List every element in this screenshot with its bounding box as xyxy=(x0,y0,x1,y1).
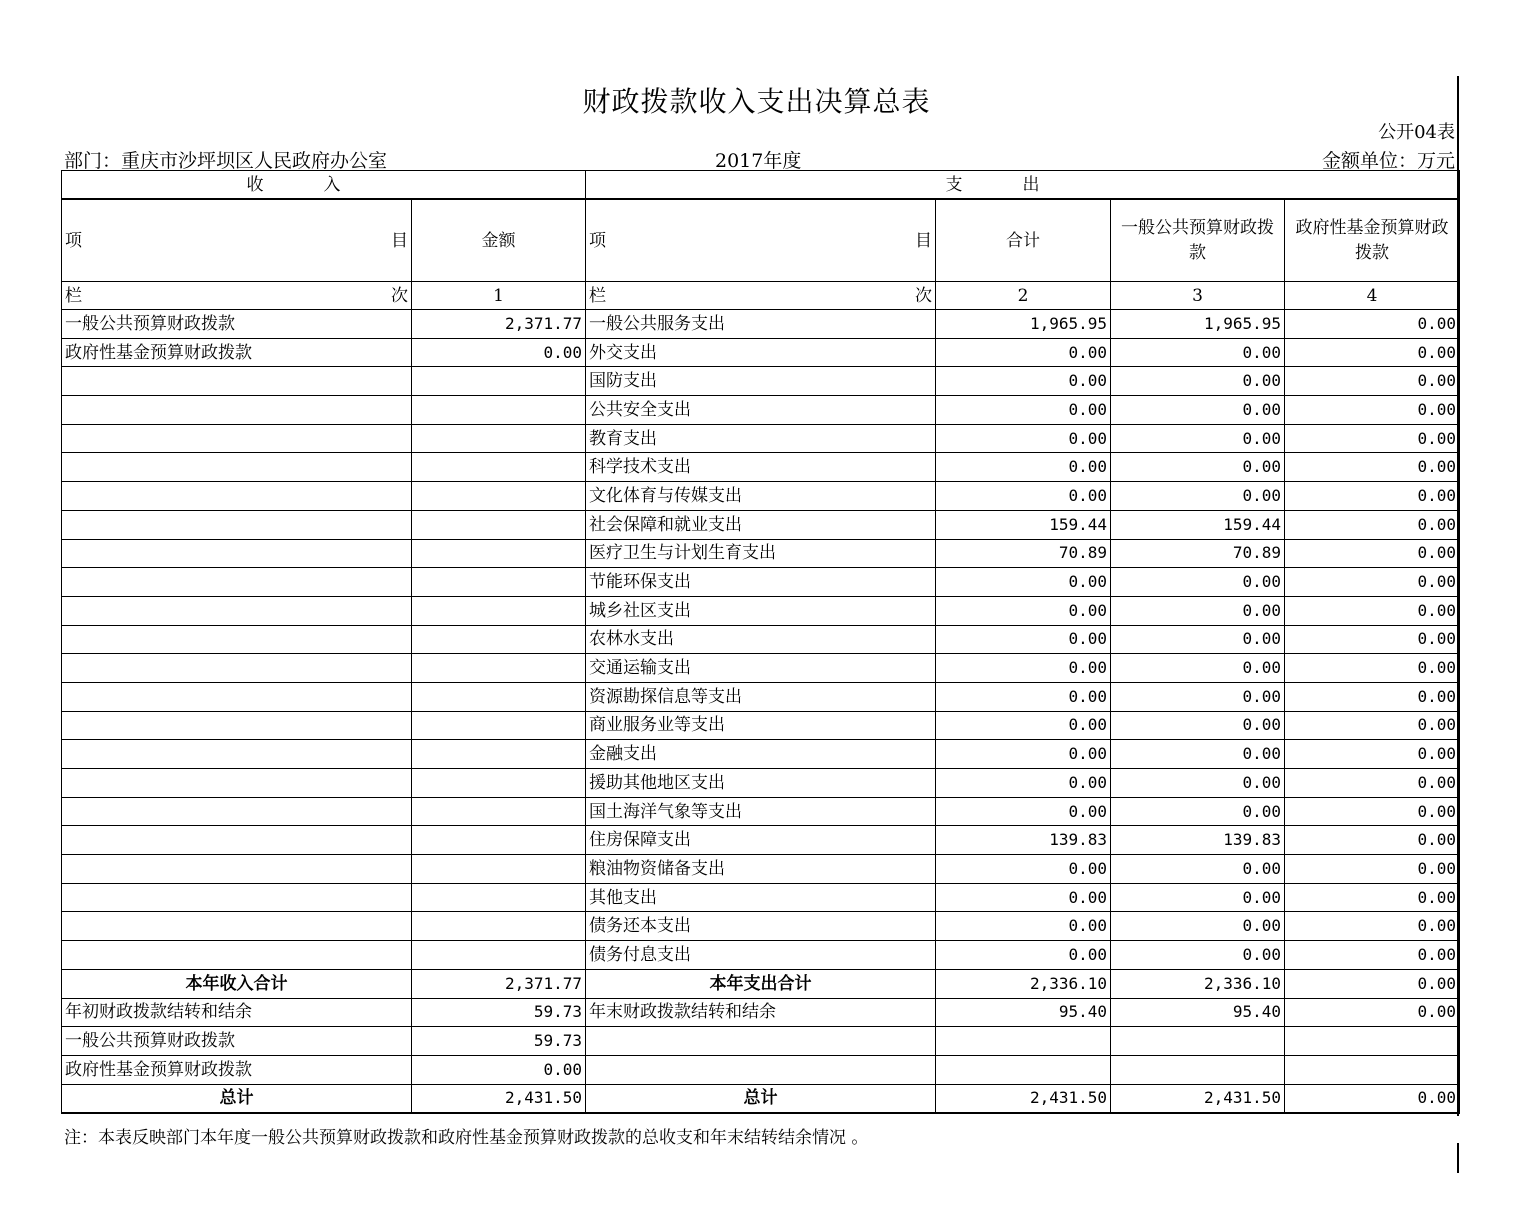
carry-in-fund-row xyxy=(62,1055,1460,1084)
carry-in-fund-label: 政府性基金预算财政拨款 xyxy=(62,1055,412,1084)
year-income-total-amount: 2,371.77 xyxy=(412,969,586,998)
empty-cell xyxy=(586,1027,936,1056)
income-amount-cell xyxy=(412,912,586,941)
expense-total-cell: 0.00 xyxy=(936,424,1111,453)
expense-general-cell: 0.00 xyxy=(1111,568,1285,597)
carry-out-label: 年末财政拨款结转和结余 xyxy=(586,998,936,1027)
table-row xyxy=(62,912,1460,941)
grand-total-general: 2,431.50 xyxy=(1111,1084,1285,1113)
expense-general-cell: 0.00 xyxy=(1111,654,1285,683)
expense-item-cell: 城乡社区支出 xyxy=(586,596,936,625)
table-row xyxy=(62,883,1460,912)
table-row xyxy=(62,855,1460,884)
expense-total-cell: 0.00 xyxy=(936,941,1111,970)
income-item-cell xyxy=(62,453,412,482)
expense-total-cell: 0.00 xyxy=(936,482,1111,511)
income-item-cell xyxy=(62,539,412,568)
expense-item-cell: 节能环保支出 xyxy=(586,568,936,597)
table-row xyxy=(62,568,1460,597)
expense-item-cell: 金融支出 xyxy=(586,740,936,769)
page-title: 财政拨款收入支出决算总表 xyxy=(582,85,931,118)
department-label: 部门：重庆市沙坪坝区人民政府办公室 xyxy=(64,150,388,172)
expense-fund-cell: 0.00 xyxy=(1285,310,1460,339)
income-item-cell: 一般公共预算财政拨款 xyxy=(62,310,412,339)
empty-cell xyxy=(936,1055,1111,1084)
income-item-cell xyxy=(62,740,412,769)
year-total-row xyxy=(62,969,1460,998)
expense-fund-cell: 0.00 xyxy=(1285,338,1460,367)
column-index-row: 栏 次 1 栏 次 2 3 4 xyxy=(62,282,1460,310)
expense-fund-cell: 0.00 xyxy=(1285,912,1460,941)
table-row xyxy=(62,941,1460,970)
expense-item-cell: 国防支出 xyxy=(586,367,936,396)
table-row xyxy=(62,654,1460,683)
income-item-cell xyxy=(62,510,412,539)
income-amount-cell xyxy=(412,883,586,912)
empty-cell xyxy=(586,1055,936,1084)
grand-total-expense-label: 总计 xyxy=(586,1084,936,1113)
carry-in-fund-amount: 0.00 xyxy=(412,1055,586,1084)
expense-fund-cell: 0.00 xyxy=(1285,367,1460,396)
expense-general-cell: 0.00 xyxy=(1111,912,1285,941)
expense-fund-cell: 0.00 xyxy=(1285,654,1460,683)
table-row xyxy=(62,711,1460,740)
table-row xyxy=(62,482,1460,511)
income-amount-cell xyxy=(412,482,586,511)
expense-general-cell: 0.00 xyxy=(1111,855,1285,884)
table-row xyxy=(62,740,1460,769)
expense-item-cell: 资源勘探信息等支出 xyxy=(586,682,936,711)
expense-general-cell: 0.00 xyxy=(1111,711,1285,740)
income-amount-cell xyxy=(412,568,586,597)
income-amount-cell: 2,371.77 xyxy=(412,310,586,339)
expense-general-cell: 0.00 xyxy=(1111,482,1285,511)
expense-item-header: 项 目 xyxy=(586,199,936,282)
amount-unit-label: 金额单位：万元 xyxy=(1321,150,1455,172)
expense-item-cell: 其他支出 xyxy=(586,883,936,912)
table-row xyxy=(62,453,1460,482)
expense-fund-cell: 0.00 xyxy=(1285,453,1460,482)
empty-cell xyxy=(936,1027,1111,1056)
income-item-cell xyxy=(62,912,412,941)
income-amount-cell xyxy=(412,711,586,740)
table-row xyxy=(62,826,1460,855)
expense-item-cell: 债务还本支出 xyxy=(586,912,936,941)
grand-total-income-amount: 2,431.50 xyxy=(412,1084,586,1113)
table-row xyxy=(62,367,1460,396)
grand-total-income-label: 总计 xyxy=(62,1084,412,1113)
expense-total-cell: 0.00 xyxy=(936,625,1111,654)
income-amount-cell xyxy=(412,682,586,711)
income-amount-cell xyxy=(412,396,586,425)
expense-item-cell: 公共安全支出 xyxy=(586,396,936,425)
expense-total-cell: 1,965.95 xyxy=(936,310,1111,339)
expense-total-cell: 0.00 xyxy=(936,769,1111,798)
general-budget-header: 一般公共预算财政拨款 xyxy=(1111,199,1285,282)
column-header-row xyxy=(62,199,1460,282)
empty-cell xyxy=(1111,1027,1285,1056)
final-accounts-table xyxy=(61,170,1460,1114)
expense-total-cell: 0.00 xyxy=(936,596,1111,625)
expense-item-cell: 教育支出 xyxy=(586,424,936,453)
expense-fund-cell: 0.00 xyxy=(1285,482,1460,511)
table-row xyxy=(62,510,1460,539)
expense-item-cell: 社会保障和就业支出 xyxy=(586,510,936,539)
table-row xyxy=(62,769,1460,798)
income-amount-cell xyxy=(412,424,586,453)
expense-fund-cell: 0.00 xyxy=(1285,769,1460,798)
expense-item-cell: 援助其他地区支出 xyxy=(586,769,936,798)
fund-budget-header: 政府性基金预算财政拨款 xyxy=(1285,199,1460,282)
expense-total-cell: 0.00 xyxy=(936,396,1111,425)
expense-item-cell: 债务付息支出 xyxy=(586,941,936,970)
income-item-cell xyxy=(62,797,412,826)
expense-total-cell: 0.00 xyxy=(936,568,1111,597)
income-amount-cell: 0.00 xyxy=(412,338,586,367)
income-amount-cell xyxy=(412,826,586,855)
expense-total-cell: 0.00 xyxy=(936,453,1111,482)
income-item-cell xyxy=(62,568,412,597)
footnote: 注：本表反映部门本年度一般公共预算财政拨款和政府性基金预算财政拨款的总收支和年末结转结余情况 。 xyxy=(64,1128,869,1148)
empty-cell xyxy=(1111,1055,1285,1084)
income-amount-cell xyxy=(412,453,586,482)
carry-out-total: 95.40 xyxy=(936,998,1111,1027)
expense-fund-cell: 0.00 xyxy=(1285,568,1460,597)
income-amount-cell xyxy=(412,941,586,970)
expense-total-cell: 0.00 xyxy=(936,740,1111,769)
expense-total-cell: 0.00 xyxy=(936,338,1111,367)
carry-in-general-amount: 59.73 xyxy=(412,1027,586,1056)
expense-fund-cell: 0.00 xyxy=(1285,396,1460,425)
expense-fund-cell: 0.00 xyxy=(1285,740,1460,769)
income-amount-cell xyxy=(412,510,586,539)
income-amount-cell xyxy=(412,654,586,683)
income-amount-cell xyxy=(412,740,586,769)
expense-item-cell: 国土海洋气象等支出 xyxy=(586,797,936,826)
expense-item-cell: 粮油物资储备支出 xyxy=(586,855,936,884)
expense-total-cell: 0.00 xyxy=(936,883,1111,912)
expense-fund-cell: 0.00 xyxy=(1285,424,1460,453)
table-row xyxy=(62,310,1460,339)
expense-fund-cell: 0.00 xyxy=(1285,797,1460,826)
expense-total-cell: 0.00 xyxy=(936,855,1111,884)
income-item-cell xyxy=(62,482,412,511)
amount-header: 金额 xyxy=(412,199,586,282)
income-amount-cell xyxy=(412,367,586,396)
table-row xyxy=(62,596,1460,625)
income-amount-cell xyxy=(412,855,586,884)
expense-general-cell: 159.44 xyxy=(1111,510,1285,539)
expense-item-cell: 商业服务业等支出 xyxy=(586,711,936,740)
expense-fund-cell: 0.00 xyxy=(1285,625,1460,654)
carry-out-fund: 0.00 xyxy=(1285,998,1460,1027)
expense-general-cell: 0.00 xyxy=(1111,424,1285,453)
year-expense-total-sum: 2,336.10 xyxy=(936,969,1111,998)
expense-fund-cell: 0.00 xyxy=(1285,826,1460,855)
carry-in-general-row xyxy=(62,1027,1460,1056)
grand-total-fund: 0.00 xyxy=(1285,1084,1460,1113)
expense-item-cell: 文化体育与传媒支出 xyxy=(586,482,936,511)
expense-general-cell: 70.89 xyxy=(1111,539,1285,568)
expense-total-cell: 0.00 xyxy=(936,654,1111,683)
table-row xyxy=(62,396,1460,425)
expense-item-cell: 住房保障支出 xyxy=(586,826,936,855)
expense-total-cell: 0.00 xyxy=(936,711,1111,740)
income-item-cell xyxy=(62,769,412,798)
year-expense-total-label: 本年支出合计 xyxy=(586,969,936,998)
expense-item-cell: 医疗卫生与计划生育支出 xyxy=(586,539,936,568)
total-header: 合计 xyxy=(936,199,1111,282)
carry-in-label: 年初财政拨款结转和结余 xyxy=(62,998,412,1027)
empty-cell xyxy=(1285,1027,1460,1056)
expense-fund-cell: 0.00 xyxy=(1285,596,1460,625)
expense-total-cell: 70.89 xyxy=(936,539,1111,568)
section-header-row xyxy=(62,171,1460,200)
expense-general-cell: 0.00 xyxy=(1111,396,1285,425)
expense-fund-cell: 0.00 xyxy=(1285,941,1460,970)
expense-item-cell: 一般公共服务支出 xyxy=(586,310,936,339)
income-item-cell xyxy=(62,625,412,654)
table-row xyxy=(62,797,1460,826)
expense-section-title: 支出 xyxy=(586,171,1460,200)
fiscal-year-label: 2017年度 xyxy=(715,150,802,172)
expense-general-cell: 0.00 xyxy=(1111,596,1285,625)
carry-row xyxy=(62,998,1460,1027)
income-item-cell xyxy=(62,654,412,683)
income-item-cell xyxy=(62,941,412,970)
expense-general-cell: 0.00 xyxy=(1111,797,1285,826)
expense-general-cell: 0.00 xyxy=(1111,453,1285,482)
year-expense-total-fund: 0.00 xyxy=(1285,969,1460,998)
income-amount-cell xyxy=(412,625,586,654)
expense-general-cell: 0.00 xyxy=(1111,682,1285,711)
expense-total-cell: 0.00 xyxy=(936,912,1111,941)
expense-general-cell: 0.00 xyxy=(1111,367,1285,396)
table-row xyxy=(62,424,1460,453)
expense-general-cell: 0.00 xyxy=(1111,769,1285,798)
income-item-cell xyxy=(62,367,412,396)
expense-total-cell: 0.00 xyxy=(936,682,1111,711)
expense-general-cell: 139.83 xyxy=(1111,826,1285,855)
income-amount-cell xyxy=(412,596,586,625)
income-amount-cell xyxy=(412,769,586,798)
income-item-cell xyxy=(62,826,412,855)
expense-total-cell: 0.00 xyxy=(936,367,1111,396)
expense-item-cell: 交通运输支出 xyxy=(586,654,936,683)
expense-general-cell: 0.00 xyxy=(1111,740,1285,769)
income-item-cell xyxy=(62,424,412,453)
expense-item-cell: 外交支出 xyxy=(586,338,936,367)
carry-in-general-label: 一般公共预算财政拨款 xyxy=(62,1027,412,1056)
income-amount-cell xyxy=(412,539,586,568)
income-item-cell xyxy=(62,883,412,912)
carry-out-general: 95.40 xyxy=(1111,998,1285,1027)
expense-fund-cell: 0.00 xyxy=(1285,539,1460,568)
income-item-header: 项 目 xyxy=(62,199,412,282)
expense-item-cell: 农林水支出 xyxy=(586,625,936,654)
expense-fund-cell: 0.00 xyxy=(1285,855,1460,884)
income-item-cell xyxy=(62,682,412,711)
expense-total-cell: 159.44 xyxy=(936,510,1111,539)
income-item-cell xyxy=(62,396,412,425)
expense-fund-cell: 0.00 xyxy=(1285,883,1460,912)
income-item-cell xyxy=(62,855,412,884)
income-amount-cell xyxy=(412,797,586,826)
expense-fund-cell: 0.00 xyxy=(1285,711,1460,740)
income-item-cell: 政府性基金预算财政拨款 xyxy=(62,338,412,367)
table-row xyxy=(62,625,1460,654)
expense-general-cell: 1,965.95 xyxy=(1111,310,1285,339)
expense-general-cell: 0.00 xyxy=(1111,941,1285,970)
expense-general-cell: 0.00 xyxy=(1111,338,1285,367)
income-item-cell xyxy=(62,596,412,625)
grand-total-row xyxy=(62,1084,1460,1113)
table-row xyxy=(62,539,1460,568)
expense-item-cell: 科学技术支出 xyxy=(586,453,936,482)
expense-fund-cell: 0.00 xyxy=(1285,510,1460,539)
right-margin-bar-bottom xyxy=(1457,1143,1459,1173)
grand-total-sum: 2,431.50 xyxy=(936,1084,1111,1113)
expense-total-cell: 139.83 xyxy=(936,826,1111,855)
expense-general-cell: 0.00 xyxy=(1111,625,1285,654)
empty-cell xyxy=(1285,1055,1460,1084)
expense-total-cell: 0.00 xyxy=(936,797,1111,826)
table-row xyxy=(62,338,1460,367)
expense-general-cell: 0.00 xyxy=(1111,883,1285,912)
table-row xyxy=(62,682,1460,711)
year-expense-total-general: 2,336.10 xyxy=(1111,969,1285,998)
income-section-title: 收入 xyxy=(62,171,586,200)
year-income-total-label: 本年收入合计 xyxy=(62,969,412,998)
expense-fund-cell: 0.00 xyxy=(1285,682,1460,711)
form-number: 公开04表 xyxy=(1378,122,1455,143)
income-item-cell xyxy=(62,711,412,740)
carry-in-amount: 59.73 xyxy=(412,998,586,1027)
